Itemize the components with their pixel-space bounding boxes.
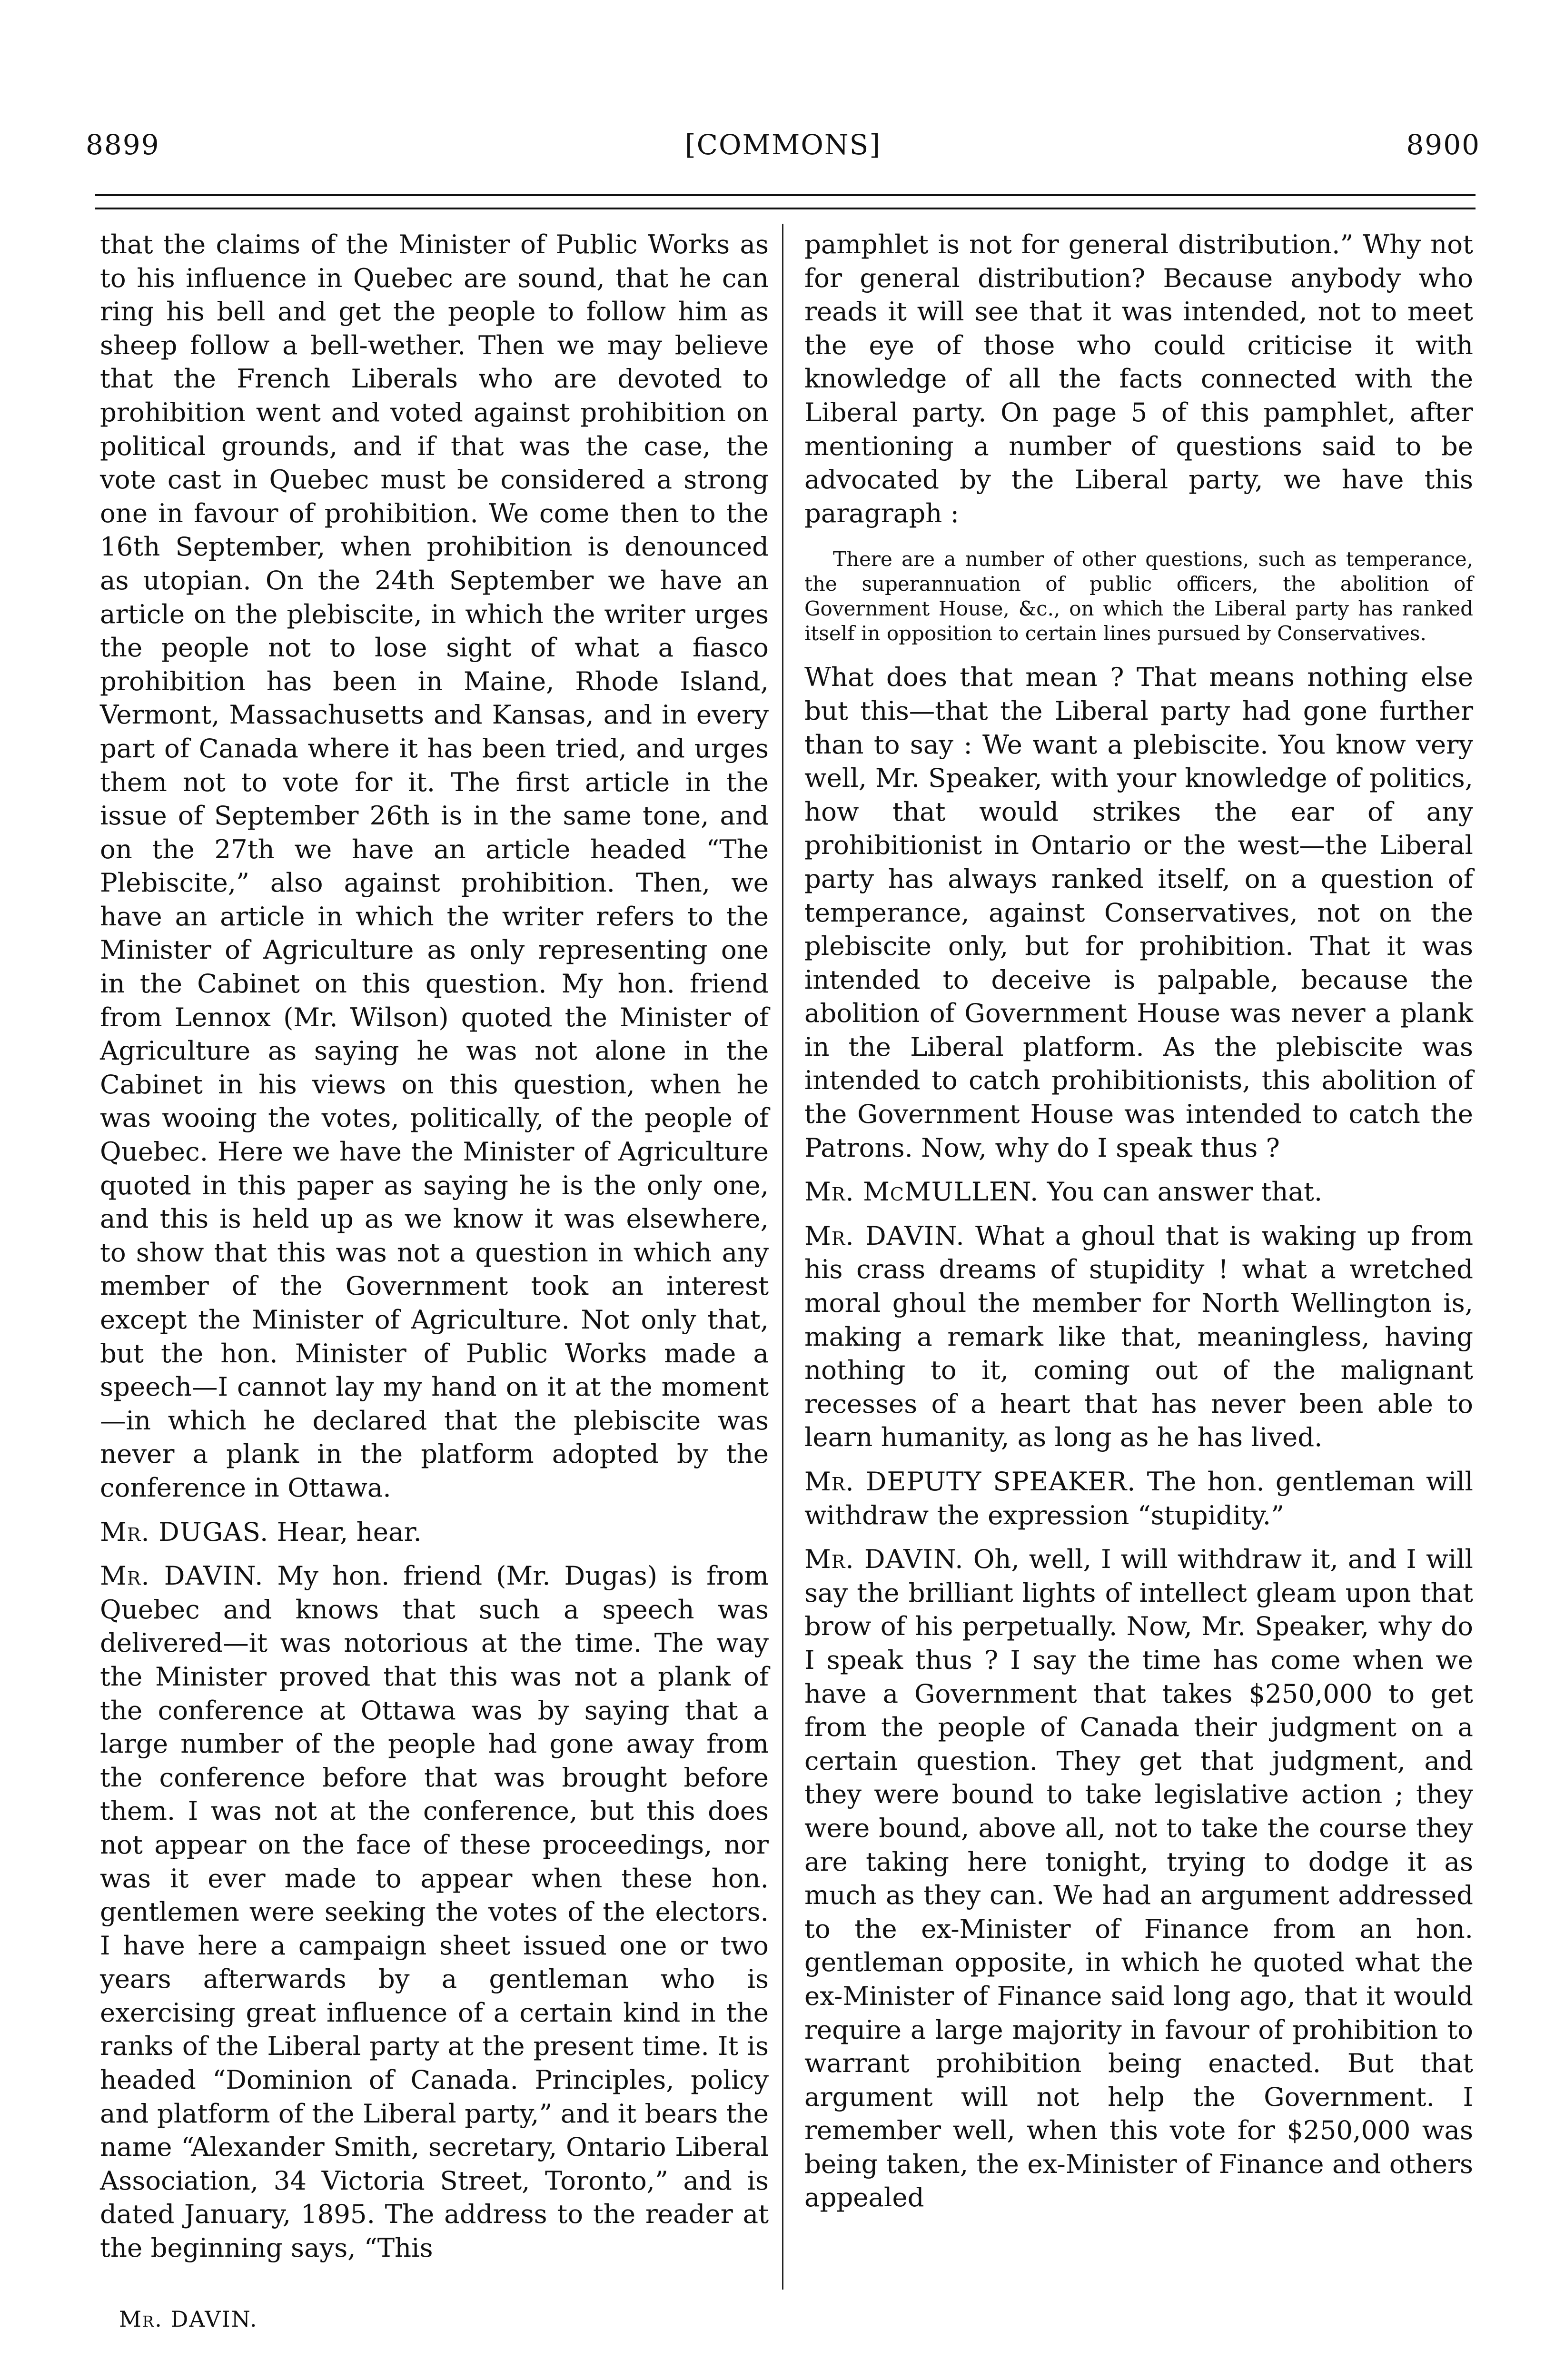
header-title: [COMMONS] — [685, 129, 881, 161]
right-paragraph-6 — [804, 1542, 1473, 2214]
speech-text: My hon. friend (Mr. Dugas) is from Quebec and knows that such a speech was delivered—it was notorious at the time. The way the Minister proved that this was not a plank of the conference at Ottawa was by saying that a large number of the people had gone away from the conference before that was brought before them. I was not at the conference, but this does not appear on the face of these proceedings, nor was it ever made to appear when these hon. gentlemen were seeking the votes of the electors. I have here a campaign sheet issued one or two years afterwards by a gentleman who is exercising great influence of a certain kind in the ranks of the Liberal party at the present time. It is headed “Dominion of Canada. Principles, policy and platform of the Liberal party,” and it bears the name “Alexander Smith, secretary, Ontario Liberal Association, 34 Victoria Street, Toronto,” and is dated January, 1895. The address to the reader at the beginning says, “This — [100, 1560, 769, 2263]
speaker-name: Mr. McMULLEN. — [804, 1176, 1039, 1207]
speech-text: Oh, well, I will withdraw it, and I will say the brilliant lights of intellect gleam upon that brow of his perpetually. Now, Mr. Speaker, why do I speak thus ? I say the time has come when we have a Government that takes $250,000 to get from the people of Canada their judgment on a certain question. They get that judgment, and they were bound to take legislative action ; they were bound, above all, not to take the course they are taking here tonight, trying to dodge it as much as they can. We had an argument addressed to the ex-Minister of Finance from an hon. gentleman opposite, in which he quoted what the ex-Minister of Finance said long ago, that it would require a large majority in favour of prohibition to warrant prohibition being enacted. But that argument will not help the Government. I remember well, when this vote for $250,000 was being taken, the ex-Minister of Finance and others appealed — [804, 1544, 1473, 2213]
right-paragraph-5 — [804, 1465, 1473, 1532]
speaker-name: Mr. DAVIN. — [100, 1560, 264, 1591]
page-number-right: 8900 — [1406, 129, 1480, 161]
speaker-name: Mr. DUGAS. — [100, 1516, 269, 1547]
column-divider — [782, 224, 783, 2290]
speaker-name: Mr. DAVIN. — [804, 1544, 964, 1575]
right-paragraph-2: What does that mean ? That means nothing else but this—that the Liberal party had gone further than to say : We want a plebiscite. You know very well, Mr. Speaker, with your knowledge of politics, how that would strikes the ear of any prohibitionist in Ontario or the west—the Liberal party has always ranked itself, on a question of temperance, against Conservatives, not on the plebiscite only, but for prohibition. That it was intended to deceive is palpable, because the abolition of Government House was never a plank in the Liberal platform. As the plebiscite was intended to catch prohibitionists, this abolition of the Government House was intended to catch the Patrons. Now, why do I speak thus ? — [804, 662, 1473, 1163]
page-number-left: 8899 — [86, 129, 160, 161]
left-column — [100, 228, 769, 2265]
right-paragraph-3 — [804, 1175, 1473, 1209]
right-paragraph-4 — [804, 1219, 1473, 1454]
footer-speaker: Mr. DAVIN. — [119, 2306, 258, 2332]
left-paragraph-1: that the claims of the Minister of Public Works as to his influence in Quebec are sound, that he can ring his bell and get the people to follow him as sheep follow a bell-wether. Then we may believe that the French Liberals who are devoted to prohibition went and voted against prohibition on political grounds, and if that was the case, the vote cast in Quebec must be considered a strong one in favour of prohibition. We come then to the 16th September, when prohibition is denounced as utopian. On the 24th September we have an article on the plebiscite, in which the writer urges the people not to lose sight of what a fiasco prohibition has been in Maine, Rhode Island, Vermont, Massachusetts and Kansas, and in every part of Canada where it has been tried, and urges them not to vote for it. The first article in the issue of September 26th is in the same tone, and on the 27th we have an article headed “The Plebiscite,” also against prohibition. Then, we have an article in which the writer refers to the Minister of Agriculture as only representing one in the Cabinet on this question. My hon. friend from Lennox (Mr. Wilson) quoted the Minister of Agriculture as saying he was not alone in the Cabinet in his views on this question, when he was wooing the votes, politically, of the people of Quebec. Here we have the Minister of Agriculture quoted in this paper as saying he is the only one, and this is held up as we know it was elsewhere, to show that this was not a question in which any member of the Government took an interest except the Minister of Agriculture. Not only that, but the hon. Minister of Public Works made a speech—I cannot lay my hand on it at the moment—in which he declared that the plebiscite was never a plank in the platform adopted by the conference in Ottawa. — [100, 229, 769, 1503]
header-rule-bottom — [95, 208, 1476, 209]
block-quote: There are a number of other questions, such as temperance, the superannuation of public officers, the abolition of Government House, &c., on which the Liberal party has ranked itself in opposition to certain lines pursued by Conservatives. — [804, 547, 1473, 645]
speaker-name: Mr. DAVIN. — [804, 1220, 965, 1251]
speech-text: The hon. gentleman will withdraw the expression “stupidity.” — [804, 1466, 1473, 1530]
header-rule-top — [95, 194, 1476, 196]
speech-text: What a ghoul that is waking up from his crass dreams of stupidity ! what a wretched moral ghoul the member for North Wellington is, making a remark like that, meaningless, having nothing to it, coming out of the malignant recesses of a heart that has never been able to learn humanity, as long as he has lived. — [804, 1220, 1473, 1453]
right-paragraph-1: pamphlet is not for general distribution.” Why not for general distribution? Because anybody who reads it will see that it was intended, not to meet the eye of those who could criticise it with knowledge of all the facts connected with the Liberal party. On page 5 of this pamphlet, after mentioning a number of questions said to be advocated by the Liberal party, we have this paragraph : — [804, 229, 1473, 528]
right-column — [804, 228, 1473, 2214]
speaker-name: Mr. DEPUTY SPEAKER. — [804, 1466, 1136, 1497]
speech-text: You can answer that. — [1047, 1176, 1323, 1207]
speech-text: Hear, hear. — [277, 1516, 422, 1547]
left-paragraph-3 — [100, 1559, 769, 2264]
page-header — [86, 129, 1480, 171]
left-paragraph-2 — [100, 1515, 769, 1549]
